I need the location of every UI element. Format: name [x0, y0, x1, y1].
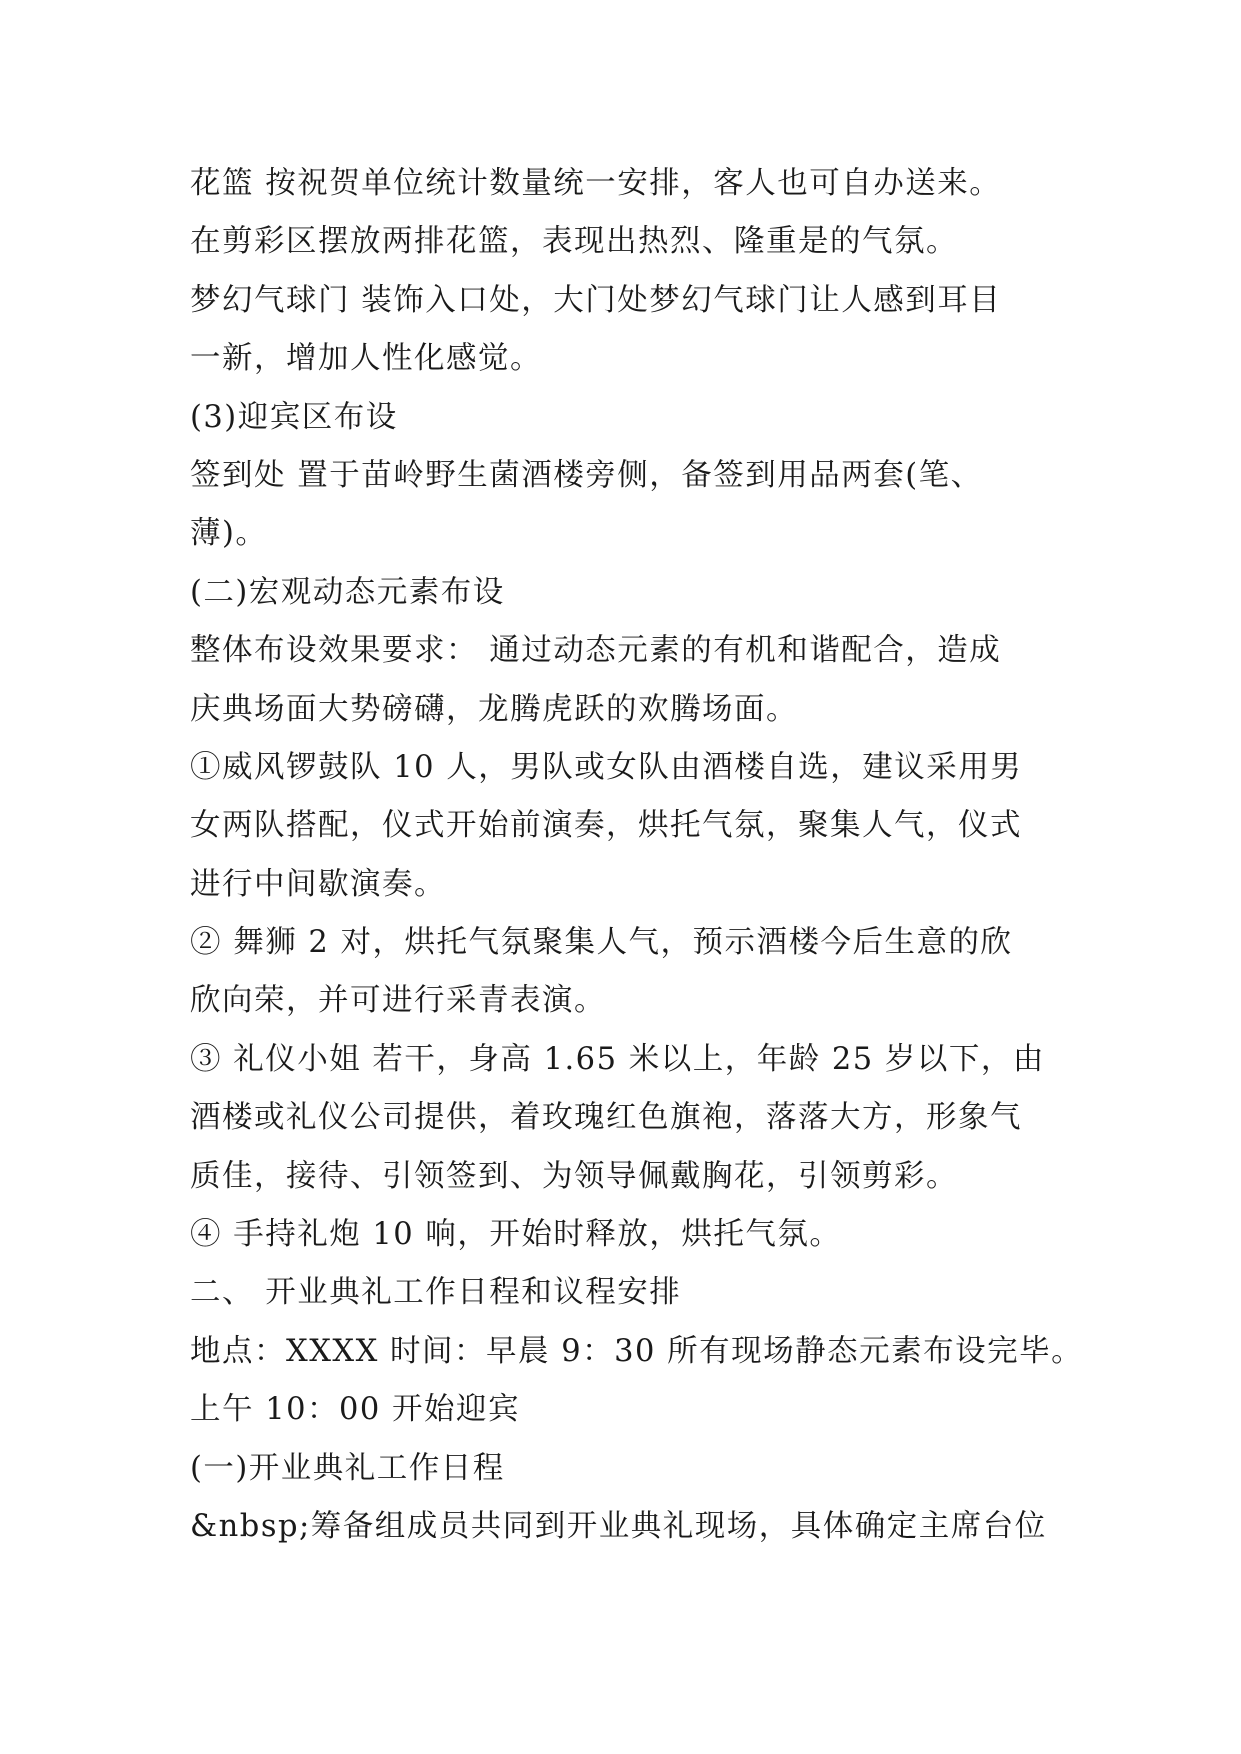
text-line: 花篮 按祝贺单位统计数量统一安排，客人也可自办送来。 [190, 166, 1002, 201]
text-line: 进行中间歇演奏。 [190, 866, 446, 902]
text-line: 庆典场面大势磅礴，龙腾虎跃的欢腾场面。 [190, 691, 798, 727]
text-line: ③ 礼仪小姐 若干，身高 1.65 米以上，年龄 25 岁以下，由 [190, 1041, 1045, 1077]
document-body [190, 155, 1084, 1556]
text-line: ④ 手持礼炮 10 响，开始时释放，烘托气氛。 [190, 1217, 842, 1253]
text-line: 梦幻气球门 装饰入口处，大门处梦幻气球门让人感到耳目 [190, 282, 1002, 318]
text-line: &nbsp;筹备组成员共同到开业典礼现场，具体确定主席台位 [190, 1508, 1047, 1544]
section-heading: (二)宏观动态元素布设 [190, 574, 505, 610]
text-line: ①威风锣鼓队 10 人，男队或女队由酒楼自选，建议采用男 [190, 749, 1023, 785]
text-line: 签到处 置于苗岭野生菌酒楼旁侧，备签到用品两套(笔、 [190, 457, 983, 493]
text-line: 酒楼或礼仪公司提供，着玫瑰红色旗袍，落落大方，形象气 [190, 1100, 1022, 1136]
text-line: 在剪彩区摆放两排花篮，表现出热烈、隆重是的气氛。 [190, 224, 958, 260]
section-heading: 二、 开业典礼工作日程和议程安排 [190, 1275, 682, 1311]
text-line: 女两队搭配，仪式开始前演奏，烘托气氛，聚集人气，仪式 [190, 808, 1022, 844]
text-line: 一新，增加人性化感觉。 [190, 341, 542, 377]
section-heading: (一)开业典礼工作日程 [190, 1450, 505, 1486]
text-line: 欣向荣，并可进行采青表演。 [190, 983, 606, 1019]
text-line: 地点：XXXX 时间：早晨 9：30 所有现场静态元素布设完毕。 [190, 1333, 1084, 1369]
text-line: 质佳，接待、引领签到、为领导佩戴胸花，引领剪彩。 [190, 1158, 958, 1194]
text-line: 薄)。 [190, 516, 268, 552]
text-line: 整体布设效果要求： 通过动态元素的有机和谐配合，造成 [190, 633, 1002, 669]
section-heading: (3)迎宾区布设 [190, 399, 398, 435]
text-line: ② 舞狮 2 对，烘托气氛聚集人气，预示酒楼今后生意的欣 [190, 925, 1013, 961]
text-line: 上午 10：00 开始迎宾 [190, 1392, 521, 1428]
